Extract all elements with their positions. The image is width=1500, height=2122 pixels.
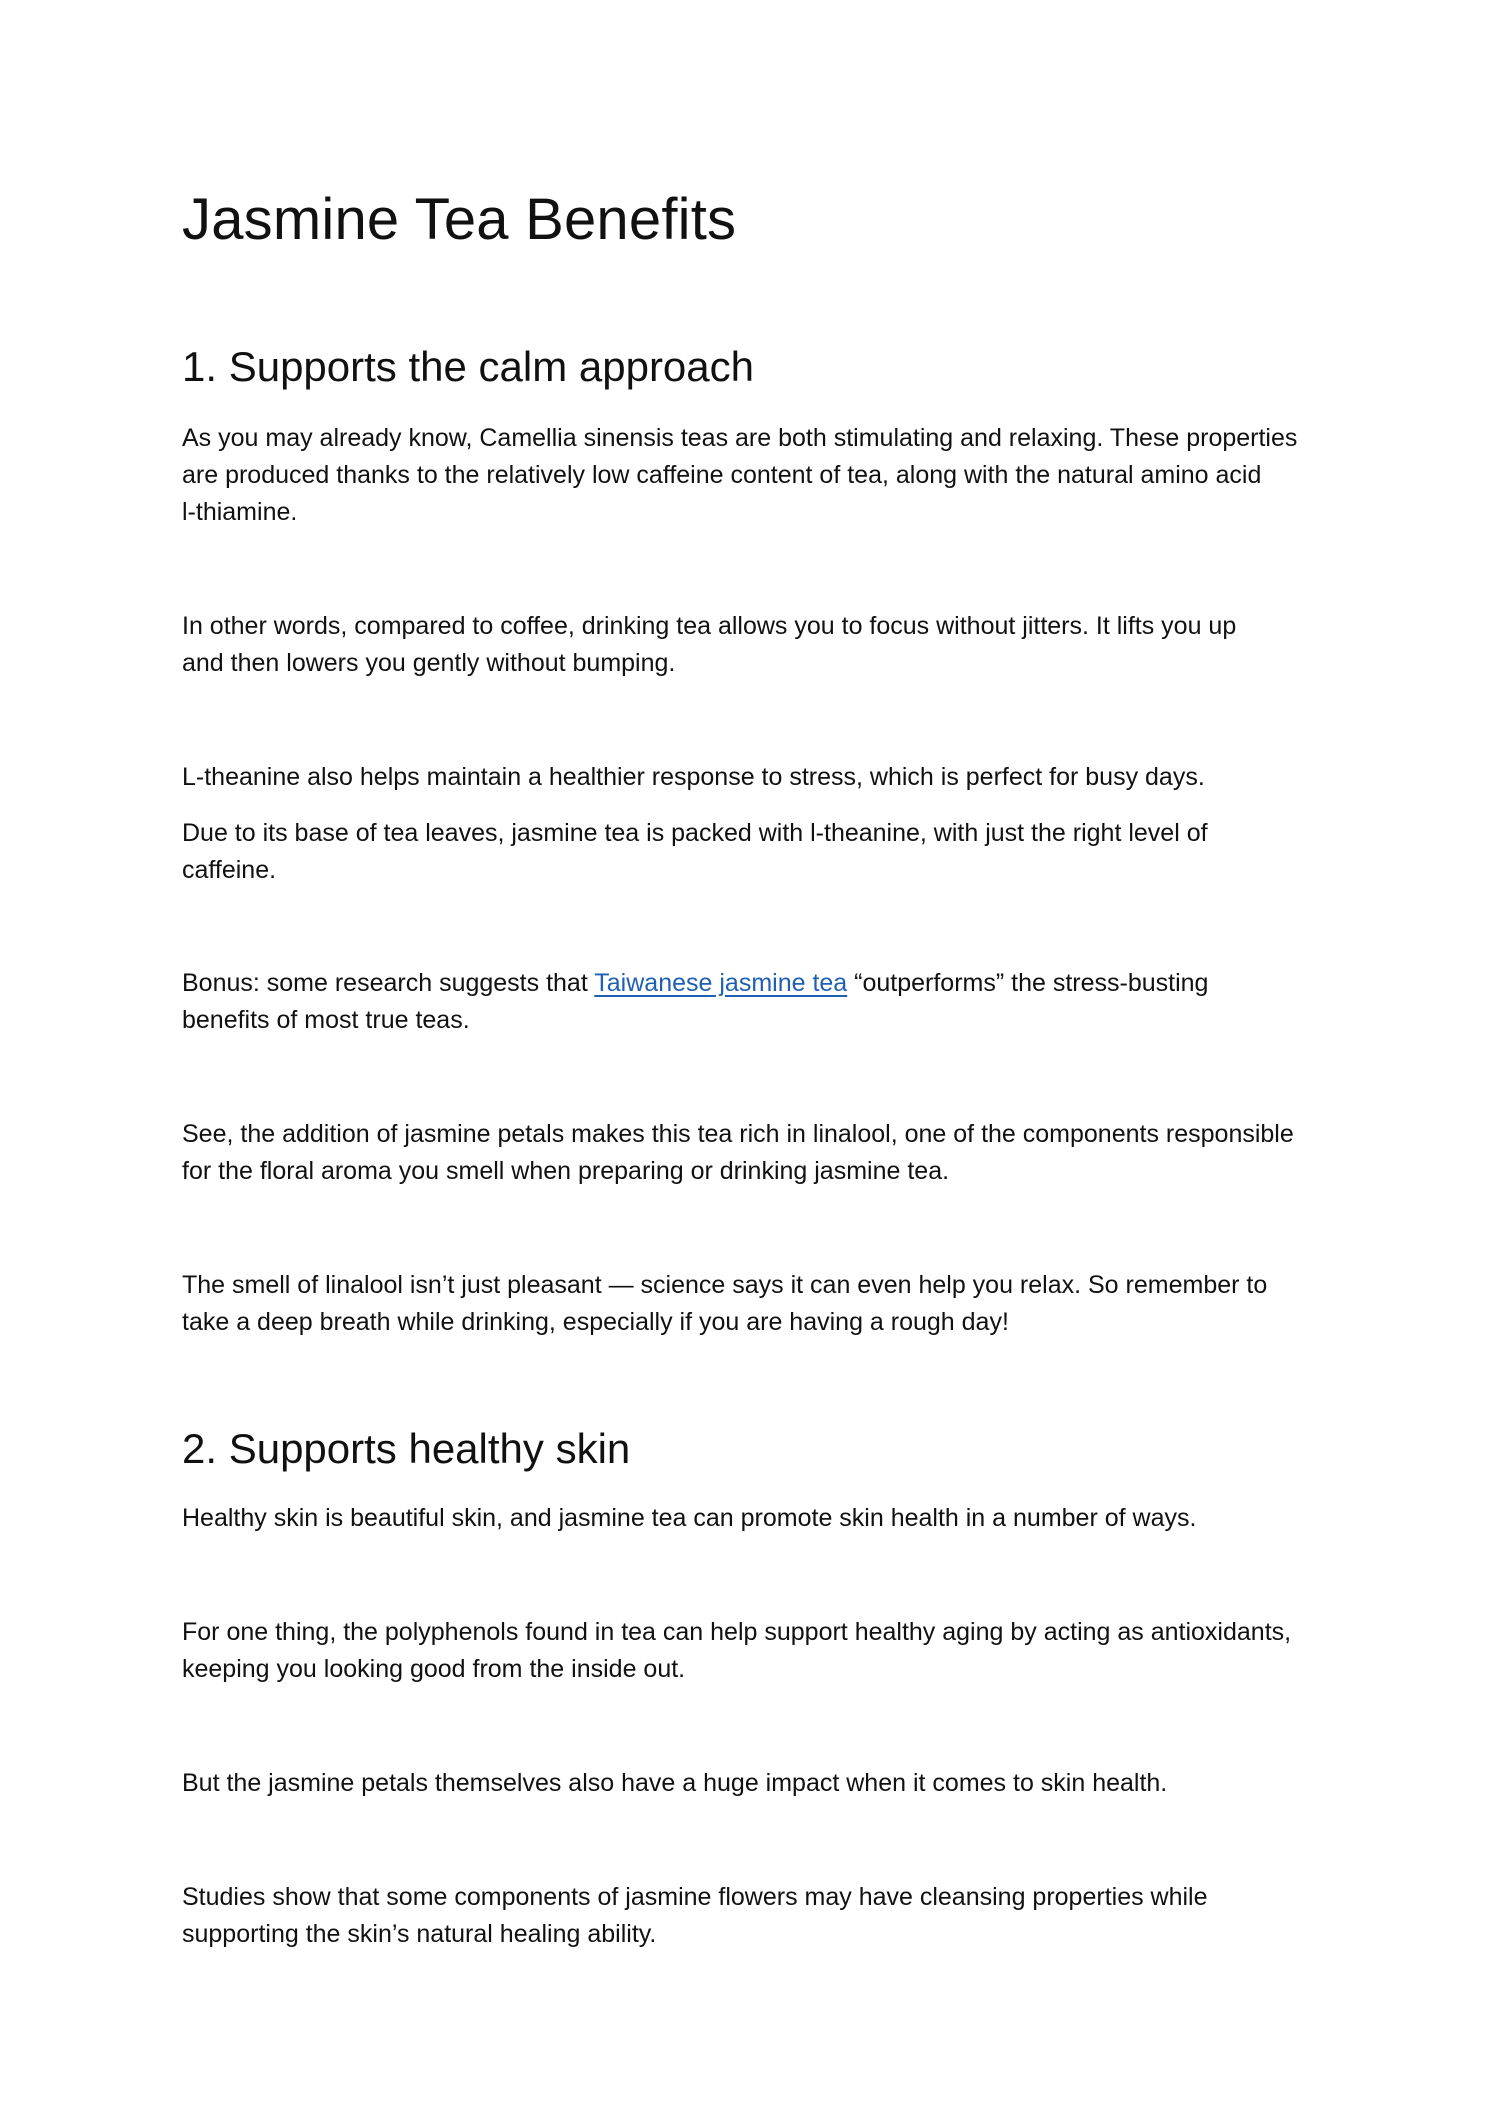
- paragraph-line: As you may already know, Camellia sinensis teas are both stimulating and relaxing. These properties: [182, 424, 1298, 452]
- paragraph-line: benefits of most true teas.: [182, 1006, 470, 1034]
- paragraph-line: l-thiamine.: [182, 498, 298, 526]
- paragraph-line: caffeine.: [182, 856, 277, 884]
- paragraph-line: Due to its base of tea leaves, jasmine tea is packed with l-theanine, with just the right level of: [182, 819, 1208, 847]
- paragraph-line: Studies show that some components of jasmine flowers may have cleansing properties while: [182, 1883, 1208, 1911]
- paragraph-text: “outperforms” the stress-busting: [847, 969, 1209, 997]
- section-heading-calm: 1. Supports the calm approach: [182, 343, 755, 390]
- paragraph-line: But the jasmine petals themselves also have a huge impact when it comes to skin health.: [182, 1769, 1168, 1797]
- paragraph-line: For one thing, the polyphenols found in tea can help support healthy aging by acting as antioxidants,: [182, 1618, 1292, 1646]
- paragraph-line: In other words, compared to coffee, drinking tea allows you to focus without jitters. It lifts you up: [182, 612, 1237, 640]
- taiwanese-jasmine-tea-link[interactable]: Taiwanese jasmine tea: [594, 969, 848, 997]
- section-heading-skin: 2. Supports healthy skin: [182, 1425, 631, 1472]
- paragraph-line-with-link: [182, 965, 1208, 1002]
- paragraph-line: L-theanine also helps maintain a healthier response to stress, which is perfect for busy days.: [182, 763, 1205, 791]
- paragraph-line: take a deep breath while drinking, especially if you are having a rough day!: [182, 1308, 1009, 1336]
- paragraph-line: are produced thanks to the relatively low caffeine content of tea, along with the natural amino acid: [182, 461, 1262, 489]
- paragraph-line: The smell of linalool isn’t just pleasant — science says it can even help you relax. So remember to: [182, 1271, 1268, 1299]
- paragraph-line: and then lowers you gently without bumping.: [182, 649, 676, 677]
- page-title: Jasmine Tea Benefits: [182, 187, 737, 252]
- paragraph-line: Healthy skin is beautiful skin, and jasmine tea can promote skin health in a number of ways.: [182, 1504, 1197, 1532]
- paragraph-text: Bonus: some research suggests that: [182, 969, 595, 997]
- paragraph-line: for the floral aroma you smell when preparing or drinking jasmine tea.: [182, 1157, 950, 1185]
- paragraph-line: supporting the skin’s natural healing ability.: [182, 1920, 657, 1948]
- paragraph-line: See, the addition of jasmine petals makes this tea rich in linalool, one of the components responsible: [182, 1120, 1294, 1148]
- paragraph-line: keeping you looking good from the inside out.: [182, 1655, 686, 1683]
